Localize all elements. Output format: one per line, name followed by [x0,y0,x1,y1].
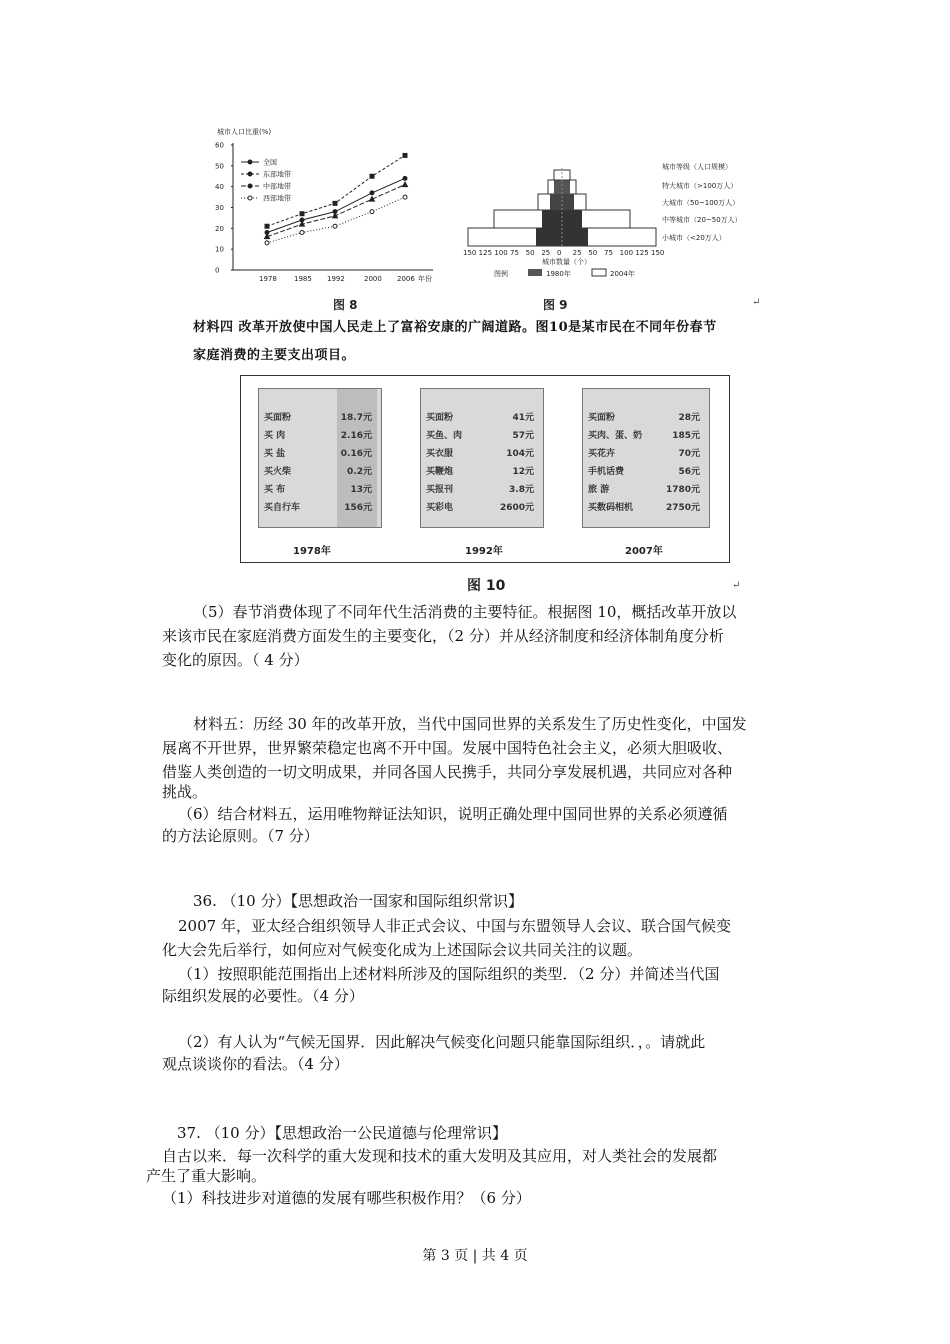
fig10-year-2007: 2007年 [625,546,663,557]
material5-line1: 材料五：历经 30 年的改革开放，当代中国同世界的关系发生了历史性变化，中国发 [193,715,747,733]
fig8-xtick: 1978 [259,275,277,283]
fig8-data-point [370,210,374,214]
material4-line1: 材料四 改革开放使中国人民走上了富裕安康的广阔道路。图10是某市民在不同年份春节 [193,320,717,335]
fig9-caption: 图 9 [543,298,568,312]
fig8-xtick: 1985 [294,275,312,283]
fig9-xtick: 125 [478,249,493,257]
fig9-xtick: 50 [588,249,598,257]
fig8-legend-label: 全国 [263,158,277,167]
item-value: 2.16元 [340,431,372,441]
fig8-chart [205,125,450,295]
fig8-ytick: 10 [215,245,224,254]
fig8-legend-marker [248,160,252,164]
item-label: 旅 游 [588,485,610,495]
item-label: 买彩电 [426,503,454,513]
fig8-legend-marker [248,172,252,176]
item-label: 买肉、蛋、奶 [588,431,643,441]
q36-s2b: 观点谈谈你的看法。（4 分） [162,1055,349,1073]
fig8-legend-label: 东部地带 [263,170,291,179]
fig9-xtick: 125 [635,249,649,257]
q36-s1b: 际组织发展的必要性。（4 分） [162,987,364,1005]
fig8-data-point [333,201,337,205]
fig9-xtick: 25 [572,249,582,257]
fig9-xtick: 100 [619,249,634,257]
q6-line2: 的方法论原则。（7 分） [162,827,319,845]
fig8-ylabel: 城市人口比重(%) [217,128,272,136]
item-label: 买自行车 [264,503,301,513]
item-value: 156元 [344,503,372,513]
fig9-level-large: 大城市（50~100万人） [662,199,740,207]
item-value: 70元 [678,449,700,459]
fig8-data-point [300,222,305,227]
fig9-chart [462,160,762,280]
fig9-xtick: 50 [525,249,535,257]
item-label: 买 肉 [264,431,286,441]
item-value: 41元 [512,413,534,423]
fig9-legend-2004: 2004年 [610,270,635,278]
fig9-top-box [554,170,570,180]
material4-line2: 家庭消费的主要支出项目。 [193,348,356,363]
item-value: 0.16元 [340,449,372,459]
item-label: 买花卉 [588,449,616,459]
q6-line1: （6）结合材料五，运用唯物辩证法知识，说明正确处理中国同世界的关系必须遵循 [178,805,728,823]
fig9-xlabel: 城市数量（个） [542,258,591,266]
fig8-xtick: 2006 [397,275,415,283]
q5-line2: 来该市民在家庭消费方面发生的主要变化，（2 分）并从经济制度和经济体制角度分析 [162,627,724,645]
fig8-legend-label: 西部地带 [263,194,291,203]
fig8-data-point [370,174,374,178]
q37-s1: （1）科技进步对道德的发展有哪些积极作用？（6 分） [162,1189,531,1207]
fig9-bar-1980-super [554,180,570,194]
fig8-data-point [403,153,407,157]
q37-p2: 产生了重大影响。 [146,1167,267,1185]
fig9-legend-1980-swatch [528,269,542,276]
material5-line4: 挑战。 [162,783,208,801]
fig10-year-1978: 1978年 [293,546,331,557]
q36-title: 36. （10 分）【思想政治一国家和国际组织常识】 [193,892,523,910]
fig8-legend-label: 中部地带 [263,182,291,191]
q5-line1: （5）春节消费体现了不同年代生活消费的主要特征。根据图 10，概括改革开放以 [193,603,737,621]
fig8-data-point [403,176,407,180]
fig8-xunit: 年份 [418,275,432,283]
page-footer: 第 3 页 | 共 4 页 [422,1248,528,1264]
fig9-level-medium: 中等城市（20~50万人） [662,216,742,224]
fig9-legend-2004-swatch [592,269,606,276]
material5-line3: 借鉴人类创造的一切文明成果，并同各国人民携手，共同分享发展机遇，共同应对各种 [162,763,733,781]
return-mark: ↵ [732,580,741,591]
item-label: 手机话费 [588,467,625,477]
item-value: 185元 [672,431,700,441]
q5-line3: 变化的原因。（ 4 分） [162,651,309,669]
fig9-legend-title: 城市等级（人口规模） [662,163,732,171]
fig10-year-1992: 1992年 [465,546,503,557]
item-value: 18.7元 [340,413,372,423]
item-value: 2750元 [665,503,700,513]
fig8-data-point [265,234,270,239]
item-label: 买鞭炮 [426,467,454,477]
fig9-level-super: 特大城市（>100万人） [662,182,738,190]
item-label: 买报刊 [426,485,454,495]
fig8-ytick: 60 [215,141,224,150]
fig8-legend-marker [248,184,252,188]
q36-s2a: （2）有人认为“气候无国界．因此解决气候变化问题只能靠国际组织．，。请就此 [178,1033,706,1051]
q37-p1: 自古以来．每一次科学的重大发现和技术的重大发明及其应用，对人类社会的发展都 [162,1147,718,1165]
fig8-legend-marker [248,196,252,200]
q37-title: 37. （10 分）【思想政治一公民道德与伦理常识】 [177,1124,507,1142]
return-mark: ↵ [752,297,761,308]
fig8-data-point [333,224,337,228]
item-value: 104元 [506,449,534,459]
fig8-ytick: 50 [215,162,224,171]
fig9-legend-label: 图例 [494,270,508,278]
item-value: 0.2元 [347,467,372,477]
fig8-xtick: 1992 [327,275,345,283]
item-label: 买火柴 [264,467,292,477]
fig8-ytick: 20 [215,224,224,233]
item-label: 买鱼、肉 [426,431,463,441]
item-value: 28元 [678,413,700,423]
q36-p2: 化大会先后举行，如何应对气候变化成为上述国际会议共同关注的议题。 [162,941,643,959]
item-value: 57元 [512,431,534,441]
q36-s1a: （1）按照职能范围指出上述材料所涉及的国际组织的类型．（2 分）并简述当代国 [178,965,720,983]
q36-p1: 2007 年，亚太经合组织领导人非正式会议、中国与东盟领导人会议、联合国气候变 [178,917,731,935]
fig10-caption: 图 10 [467,578,506,594]
fig8-xtick: 2000 [364,275,382,283]
fig9-xtick: 75 [604,249,613,257]
fig8-ytick: 0 [215,266,220,275]
fig8-data-point [370,197,375,202]
fig9-xtick: 75 [510,249,519,257]
item-label: 买数码相机 [588,503,634,513]
item-label: 买 盐 [264,449,286,459]
fig8-data-point [300,212,304,216]
fig8-ytick: 30 [215,204,224,212]
fig9-xtick: 150 [463,249,477,257]
material5-line2: 展离不开世界，世界繁荣稳定也离不开中国。发展中国特色社会主义，必须大胆吸收、 [162,739,733,757]
fig9-legend-1980: 1980年 [546,270,571,278]
fig8-data-point [265,241,269,245]
item-value: 13元 [350,485,372,495]
item-value: 12元 [512,467,534,477]
fig9-xtick: 25 [541,249,551,257]
fig9-level-small: 小城市（<20万人） [662,234,726,242]
item-label: 买衣服 [426,449,454,459]
item-value: 56元 [678,467,700,477]
item-value: 3.8元 [509,485,534,495]
fig8-data-point [300,231,304,235]
fig8-data-point [265,224,269,228]
fig9-xtick: 100 [494,249,508,257]
fig9-xtick: 0 [557,249,562,257]
item-label: 买面粉 [264,413,292,423]
fig8-caption: 图 8 [333,298,358,312]
fig8-ytick: 40 [215,183,224,192]
item-value: 2600元 [499,503,534,513]
item-label: 买面粉 [588,413,616,423]
item-label: 买 布 [264,485,286,495]
fig8-data-point [403,182,408,187]
fig9-xtick: 150 [651,249,665,257]
fig8-data-point [333,213,338,218]
item-value: 1780元 [665,485,700,495]
item-label: 买面粉 [426,413,454,423]
fig8-data-point [403,195,407,199]
fig8-data-point [370,191,374,195]
